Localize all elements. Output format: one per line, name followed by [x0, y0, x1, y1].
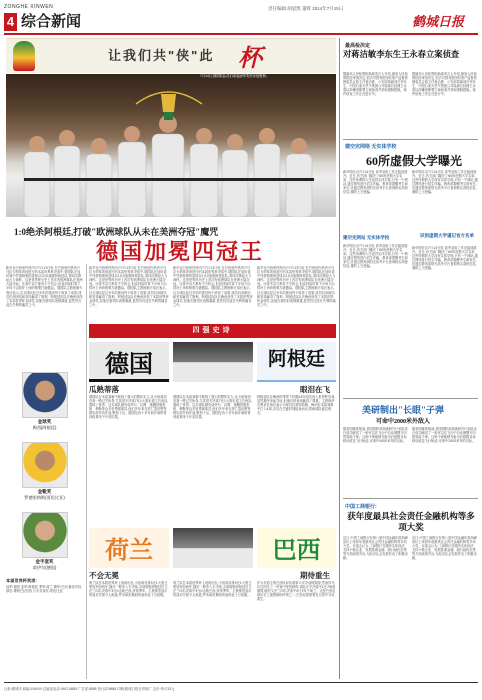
story-divider: [343, 398, 478, 399]
team-body-argentina: 阿根廷队在梅西的带领下时隔24年再次闯入世界杯决赛,虽然最终未能夺冠,但他们的表现赢得了尊重。主教练萨贝利亚在赛后表示为球员们感到骄傲。梅西在本届赛事中打入4球,多次在关键时刻挺身而出,帮助球队渡过难关。: [257, 395, 336, 416]
argentina-flag-stripe: [257, 380, 336, 382]
column-divider: [339, 38, 340, 679]
award-winner: 罗德里格斯(哥伦比亚): [24, 495, 65, 500]
story4-body: 近日,中国工商银行在第八届中国金融年度高峰论坛上荣获年度最具社会责任金融机构等多项大奖。评委会认为,工商银行在服务实体经济、支持小微企业、发展普惠金融、践行绿色信贷等方面表现突出,为经济社会发展作出了积极贡献。: [343, 536, 408, 561]
award-title: 金手套奖: [35, 559, 54, 564]
team-name-netherlands: 荷兰: [105, 538, 153, 564]
lead-article-col4: 新华社巴西里约热内卢7月13日电 在巴西里约热内卢马拉卡纳体育场进行的本届世界杯决赛中,德国队在加时赛中凭借格策的进球以1比0战胜阿根廷队,第四次捧起大力神杯。这是世界杯历史上首次有欧洲球队在美洲大陆夺冠。比赛中双方都有不少机会,但直到加时赛下半场才由替补上场的格策打破僵局。德国队主教练勒夫赛后表示,这支球队经过多年的建设终于收获了成果,球员们用团结和坚持赢得了胜利。阿根廷队队长梅西获得了本届世界杯金球奖,但他在颁奖时表情凝重,显然仍沉浸在失利的痛苦之中。: [257, 266, 336, 307]
award-winner: 诺伊尔(德国): [32, 565, 57, 570]
team-body-brazil: 作为东道主的巴西队肩负着第六次夺冠的期望,然而内马尔在四分之一决赛中受伤缺阵,球队在半决赛中1比7惨败德国,随后又在三四名决赛中0比3负于荷兰。这是巴西足球历史上最黑暗的时刻之一,巴西足球需要在反思中寻求重生。: [257, 581, 336, 602]
team-subtitle-germany: 瓜熟蒂落: [89, 385, 119, 394]
player-photo-netherlands: [173, 528, 253, 568]
player-photo-germany: [173, 342, 253, 382]
team-name-germany: 德国: [105, 352, 153, 378]
team-name-argentina: 阿根廷: [267, 349, 325, 370]
story2-body-more-col2: 新华网北京7月14日电 高考录取工作正陆续展开。近日,有关部门曝光了60所虚假大学名单。这些所谓的大学没有实体学校,只有一个网站,通过网络进行招生诈骗。教育部提醒考生和家长,应通过教育部阳光高考平台查询核实高校信息,谨防上当受骗。: [412, 246, 478, 271]
story2-body-col2: 新华网北京7月14日电 高考录取工作正陆续展开。近日,有关部门曝光了60所虚假大学名单。这些所谓的大学没有实体学校,只有一个网站,通过网络进行招生诈骗。教育部提醒考生和家长,应通过教育部阳光高考平台查询核实高校信息,谨防上当受骗。: [412, 170, 478, 195]
award-winner: 梅西(阿根廷): [32, 425, 57, 430]
paper-name: 鹤城日报: [412, 14, 465, 29]
story3-kicker: 美研制出"长眼"子弹: [362, 405, 444, 415]
column-divider: [86, 264, 87, 679]
footer-info: 社址:鹤城市 邮编:154000 总编室电话:0467-8888 广告部:8888 发行部:8888 印刷:鹤城日报社印刷厂 定价:每月33元: [4, 687, 175, 691]
story1-body-col2: 据最高人民检察院新闻发言人介绍,最高人民检察院经审查决定,依法对国务院国有资产监督管理委员会原主任蒋洁敏、公安部原副部长李东生、中国石油天然气集团公司原副总经理王永春以涉嫌受贿罪立案侦查并采取强制措施。案件侦查工作正在进行中。: [412, 72, 477, 97]
banner-red-char: 杯: [238, 46, 262, 72]
story3-body-col2: 据美国媒体报道,美国国防部高级研究计划局近日成功测试了一种可以在飞行中自动调整方向的智能子弹。这种子弹能够在射出后根据目标移动改变飞行轨迹,可命中2000米外的目标。: [412, 427, 477, 444]
team-subtitle-argentina: 眼泪在飞: [300, 385, 330, 394]
story1-body: 据最高人民检察院新闻发言人介绍,最高人民检察院经审查决定,依法对国务院国有资产监督管理委员会原主任蒋洁敏、公安部原副部长李东生、中国石油天然气集团公司原副总经理王永春以涉嫌受贿罪立案侦查并采取强制措施。案件侦查工作正在进行中。: [343, 72, 408, 97]
lead-article-col3: 新华社巴西里约热内卢7月13日电 在巴西里约热内卢马拉卡纳体育场进行的本届世界杯决赛中,德国队在加时赛中凭借格策的进球以1比0战胜阿根廷队,第四次捧起大力神杯。这是世界杯历史上首次有欧洲球队在美洲大陆夺冠。比赛中双方都有不少机会,但直到加时赛下半场才由替补上场的格策打破僵局。德国队主教练勒夫赛后表示,这支球队经过多年的建设终于收获了成果,球员们用团结和坚持赢得了胜利。阿根廷队队长梅西获得了本届世界杯金球奖,但他在颁奖时表情凝重,显然仍沉浸在失利的痛苦之中。: [173, 266, 253, 307]
story4-headline: 获年度最具社会责任金融机构等多项大奖: [347, 511, 475, 532]
story3-headline: 可命中2000米外敌人: [376, 419, 431, 425]
story2-subhead-right: 识别虚假大学谨记官方名单: [420, 233, 474, 238]
champion-photo-drawing: [6, 74, 336, 217]
worldcup-logo: [13, 41, 35, 71]
story1-headline: 对蒋洁敏李东生王永春立案侦查: [343, 50, 460, 59]
edition-label: ZONGHE XINWEN: [4, 4, 54, 10]
award-photo-golden-ball: [22, 372, 68, 418]
story-divider: [343, 139, 478, 140]
award-title: 金靴奖: [37, 489, 52, 494]
story4-body-col2: 近日,中国工商银行在第八届中国金融年度高峰论坛上荣获年度最具社会责任金融机构等多项大奖。评委会认为,工商银行在服务实体经济、支持小微企业、发展普惠金融、践行绿色信贷等方面表现突出,为经济社会发展作出了积极贡献。: [412, 536, 477, 561]
story2-body-more: 新华网北京7月14日电 高考录取工作正陆续展开。近日,有关部门曝光了60所虚假大学名单。这些所谓的大学没有实体学校,只有一个网站,通过网络进行招生诈骗。教育部提醒考生和家长,应通过教育部阳光高考平台查询核实高校信息,谨防上当受骗。: [343, 244, 408, 269]
team-name-brazil: 巴西: [272, 538, 321, 564]
footer-rule: [4, 682, 478, 683]
story2-subhead-left: 建空完网站 无实体学校: [343, 235, 390, 240]
lead-article-col1: 新华社巴西里约热内卢7月13日电 在巴西里约热内卢马拉卡纳体育场进行的本届世界杯决赛中,德国队在加时赛中凭借格策的进球以1比0战胜阿根廷队,第四次捧起大力神杯。这是世界杯历史上首次有欧洲球队在美洲大陆夺冠。比赛中双方都有不少机会,但直到加时赛下半场才由替补上场的格策打破僵局。德国队主教练勒夫赛后表示,这支球队经过多年的建设终于收获了成果,球员们用团结和坚持赢得了胜利。阿根廷队队长梅西获得了本届世界杯金球奖,但他在颁奖时表情凝重,显然仍沉浸在失利的痛苦之中。: [6, 266, 83, 307]
story3-body: 据美国媒体报道,美国国防部高级研究计划局近日成功测试了一种可以在飞行中自动调整方向的智能子弹。这种子弹能够在射出后根据目标移动改变飞行轨迹,可命中2000米外的目标。: [343, 427, 408, 444]
results-body: 冠军:德国 亚军:阿根廷 季军:荷兰 殿军:巴西 最佳年轻球员:博格巴(法国) 公平竞赛奖:哥伦比亚: [6, 585, 82, 594]
story2-body: 新华网北京7月14日电 高考录取工作正陆续展开。近日,有关部门曝光了60所虚假大学名单。这些所谓的大学没有实体学校,只有一个网站,通过网络进行招生诈骗。教育部提醒考生和家长,应通过教育部阳光高考平台查询核实高校信息,谨防上当受骗。: [343, 170, 408, 195]
four-strong-title: 四强史诗: [192, 327, 233, 334]
champion-photo: [6, 74, 336, 217]
section-title: 综合新闻: [21, 14, 82, 30]
team-body-germany: 德国队在本届赛事中展现了强大的整体实力,从小组赛到决赛一路过关斩将,尤其是半决赛7比1大胜东道主巴西队,震惊了世界。这支球队拥有诺伊尔、拉姆、施魏因施泰格、穆勒等众多世界级球员,他们多年来在拜仁慕尼黑等俱乐部并肩作战,默契十足。德国足协十多年前开始的青训改革终于开花结果。: [89, 395, 169, 420]
results-title: 本届世界杯奖项:: [6, 578, 37, 583]
page-number: 4: [6, 14, 15, 29]
story1-kicker: 最高检决定: [345, 43, 371, 49]
story-divider: [343, 498, 478, 499]
header-right-meta: 责任编辑:胡思凯 董辉 2014年7月15日: [268, 6, 344, 11]
team-body-netherlands-col2: 荷兰队在本届世界杯上表现出色,小组赛首战5比1大胜卫冕冠军西班牙,随后一路杀入半决赛,点球惜败阿根廷后又在三四名决赛中3比0击败巴西,获得季军。主教练范加尔的战术安排令人称道,罗本和范佩西的表现也十分抢眼。: [173, 581, 252, 598]
award-photo-golden-boot: [22, 442, 68, 488]
story4-kicker: 中国工商银行:: [345, 504, 377, 510]
photo-caption: 7月14日,德国队队员们拿起冠军奖杯庆祝胜利。: [200, 74, 270, 78]
award-photo-golden-glove: [22, 512, 68, 558]
story2-kicker: 建空完网络 无实体学校: [345, 144, 397, 150]
main-headline: 德国加冕四冠王: [96, 239, 265, 264]
award-title: 金球奖: [37, 419, 52, 424]
story2-headline: 60所虚假大学曝光: [366, 154, 463, 168]
team-subtitle-brazil: 期待重生: [300, 571, 330, 580]
header-rule: [4, 33, 478, 35]
lead-article-col2: 新华社巴西里约热内卢7月13日电 在巴西里约热内卢马拉卡纳体育场进行的本届世界杯决赛中,德国队在加时赛中凭借格策的进球以1比0战胜阿根廷队,第四次捧起大力神杯。这是世界杯历史上首次有欧洲球队在美洲大陆夺冠。比赛中双方都有不少机会,但直到加时赛下半场才由替补上场的格策打破僵局。德国队主教练勒夫赛后表示,这支球队经过多年的建设终于收获了成果,球员们用团结和坚持赢得了胜利。阿根廷队队长梅西获得了本届世界杯金球奖,但他在颁奖时表情凝重,显然仍沉浸在失利的痛苦之中。: [89, 266, 169, 307]
team-subtitle-netherlands: 不会无冕: [89, 571, 119, 580]
team-body-netherlands: 荷兰队在本届世界杯上表现出色,小组赛首战5比1大胜卫冕冠军西班牙,随后一路杀入半决赛,点球惜败阿根廷后又在三四名决赛中3比0击败巴西,获得季军。主教练范加尔的战术安排令人称道,罗本和范佩西的表现也十分抢眼。: [89, 581, 168, 598]
banner-slogan: 让我们共"侠"此: [108, 48, 215, 63]
headline-kicker: 1:0绝杀阿根廷,打破"欧洲球队从未在美洲夺冠"魔咒: [14, 227, 219, 237]
team-body-germany-col2: 德国队在本届赛事中展现了强大的整体实力,从小组赛到决赛一路过关斩将,尤其是半决赛7比1大胜东道主巴西队,震惊了世界。这支球队拥有诺伊尔、拉姆、施魏因施泰格、穆勒等众多世界级球员,他们多年来在拜仁慕尼黑等俱乐部并肩作战,默契十足。德国足协十多年前开始的青训改革终于开花结果。: [173, 395, 253, 420]
